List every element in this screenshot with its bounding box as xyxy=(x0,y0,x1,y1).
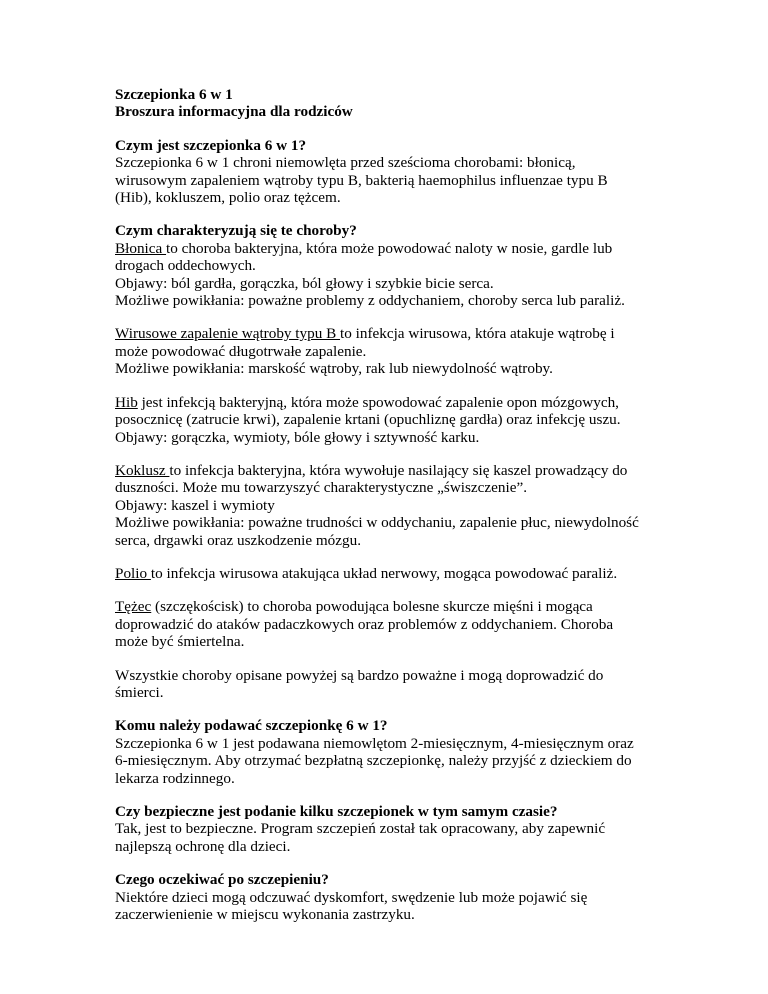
paragraph-line: wirusowym zapaleniem wątroby typu B, bakterią haemophilus influenzae typu B xyxy=(115,171,608,189)
section-diseases xyxy=(115,222,675,309)
term-hib: Hib xyxy=(115,393,138,411)
term-description: to infekcja bakteryjna, która wywołuje nasilający się kaszel prowadzący do xyxy=(169,461,628,479)
disease-koklusz xyxy=(115,462,675,549)
paragraph-line: Tak, jest to bezpieczne. Program szczepień został tak opracowany, aby zapewnić xyxy=(115,820,606,838)
disease-tezec xyxy=(115,598,675,650)
paragraph-line: serca, drgawki oraz uszkodzenie mózgu. xyxy=(115,531,361,549)
term-description: jest infekcją bakteryjną, która może spowodować zapalenie opon mózgowych, xyxy=(137,393,619,411)
section-who xyxy=(115,717,675,787)
section-heading: Komu należy podawać szczepionkę 6 w 1? xyxy=(115,717,388,735)
term-description: to choroba bakteryjna, która może powodować naloty w nosie, gardle lub xyxy=(166,239,613,257)
disease-polio xyxy=(115,565,675,582)
document-page xyxy=(115,86,675,923)
paragraph-line: Wszystkie choroby opisane powyżej są bardzo poważne i mogą doprowadzić do xyxy=(115,666,604,684)
paragraph-line: śmierci. xyxy=(115,683,164,701)
paragraph-line xyxy=(115,325,675,342)
paragraph-line: doprowadzić do ataków padaczkowych oraz problemów z oddychaniem. Choroba xyxy=(115,615,614,633)
term-description: (szczękościsk) to choroba powodująca bolesne skurcze mięśni i mogąca xyxy=(151,598,593,616)
paragraph-line: Niektóre dzieci mogą odczuwać dyskomfort, swędzenie lub może pojawić się xyxy=(115,888,588,906)
term-polio: Polio xyxy=(115,564,151,582)
term-description: to infekcja wirusowa, która atakuje wątrobę i xyxy=(340,325,615,343)
paragraph-line: Objawy: ból gardła, gorączka, ból głowy i szybkie bicie serca. xyxy=(115,274,494,292)
diseases-summary xyxy=(115,667,675,702)
document-title: Szczepionka 6 w 1 xyxy=(115,86,233,103)
paragraph-line xyxy=(115,462,675,479)
paragraph-line: 6-miesięcznym. Aby otrzymać bezpłatną szczepionkę, należy przyjść z dzieckiem do xyxy=(115,752,632,770)
paragraph-line: (Hib), kokluszem, polio oraz tężcem. xyxy=(115,189,341,207)
paragraph-line: Objawy: gorączka, wymioty, bóle głowy i sztywność karku. xyxy=(115,428,480,446)
section-heading: Czego oczekiwać po szczepieniu? xyxy=(115,871,329,889)
term-blonica: Błonica xyxy=(115,239,167,257)
paragraph-line xyxy=(115,565,675,582)
section-safety xyxy=(115,803,675,855)
term-wzw-b: Wirusowe zapalenie wątroby typu B xyxy=(115,325,341,343)
paragraph-line: Szczepionka 6 w 1 chroni niemowlęta przed sześcioma chorobami: błonicą, xyxy=(115,154,576,172)
disease-wzw-b xyxy=(115,325,675,377)
paragraph-line xyxy=(115,240,675,257)
paragraph-line: Możliwe powikłania: marskość wątroby, rak lub niewydolność wątroby. xyxy=(115,360,553,378)
paragraph-line: Szczepionka 6 w 1 jest podawana niemowlętom 2-miesięcznym, 4-miesięcznym oraz xyxy=(115,734,634,752)
section-heading: Czym charakteryzują się te choroby? xyxy=(115,222,357,240)
paragraph-line: Możliwe powikłania: poważne trudności w oddychaniu, zapalenie płuc, niewydolność xyxy=(115,514,639,532)
disease-hib xyxy=(115,394,675,446)
paragraph-line: może powodować długotrwałe zapalenie. xyxy=(115,342,367,360)
paragraph-line: Objawy: kaszel i wymioty xyxy=(115,496,275,514)
paragraph-line: duszności. Może mu towarzyszyć charakterystyczne „świszczenie”. xyxy=(115,479,527,497)
paragraph-line: lekarza rodzinnego. xyxy=(115,769,235,787)
term-tezec: Tężec xyxy=(115,598,152,616)
paragraph-line: zaczerwienienie w miejscu wykonania zastrzyku. xyxy=(115,906,415,924)
paragraph-line: może być śmiertelna. xyxy=(115,633,245,651)
section-what-is xyxy=(115,137,675,207)
term-koklusz: Koklusz xyxy=(115,461,170,479)
section-after xyxy=(115,871,675,923)
section-heading: Czy bezpieczne jest podanie kilku szczepionek w tym samym czasie? xyxy=(115,803,558,820)
paragraph-line: drogach oddechowych. xyxy=(115,257,256,275)
title-block xyxy=(115,86,675,121)
section-heading: Czym jest szczepionka 6 w 1? xyxy=(115,136,307,154)
paragraph-line: najlepszą ochronę dla dzieci. xyxy=(115,837,291,855)
document-subtitle: Broszura informacyjna dla rodziców xyxy=(115,103,353,121)
paragraph-line: Możliwe powikłania: poważne problemy z oddychaniem, choroby serca lub paraliż. xyxy=(115,292,625,310)
term-description: to infekcja wirusowa atakująca układ nerwowy, mogąca powodować paraliż. xyxy=(150,564,618,582)
paragraph-line: posocznicę (zatrucie krwi), zapalenie krtani (opuchliznę gardła) oraz infekcję uszu. xyxy=(115,411,621,429)
paragraph-line xyxy=(115,394,675,411)
paragraph-line xyxy=(115,598,675,615)
